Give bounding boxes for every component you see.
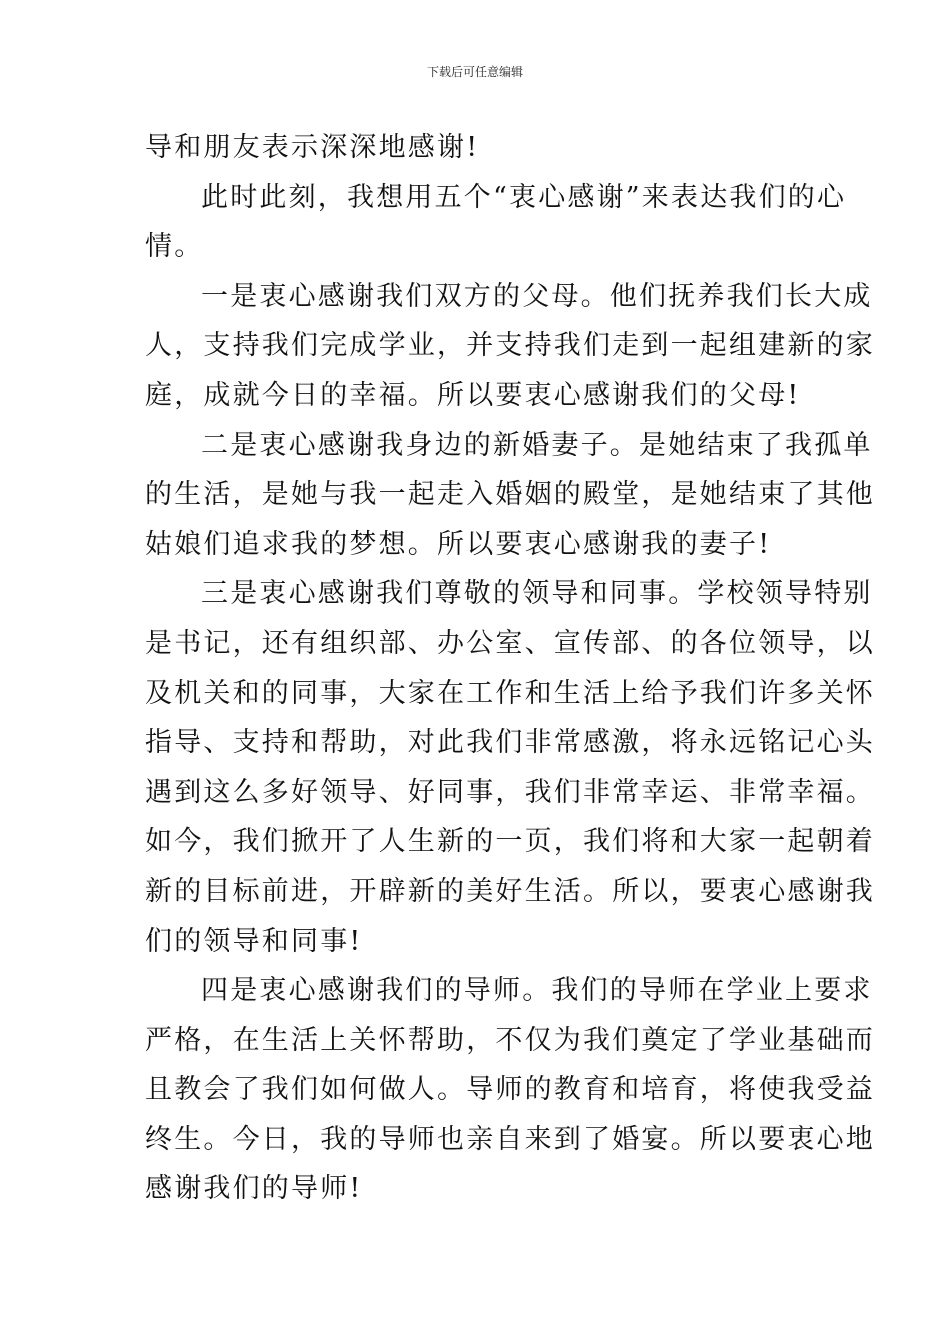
text-line: 是书记，还有组织部、办公室、宣传部、的各位领导，以: [145, 627, 875, 659]
document-body: [145, 123, 875, 1214]
text-line: 严格，在生活上关怀帮助，不仅为我们奠定了学业基础而: [145, 1024, 875, 1056]
text-line: 情。: [145, 231, 204, 263]
paragraph-start-line: 二是衷心感谢我身边的新婚妻子。是她结束了我孤单: [201, 429, 873, 461]
text-line: 感谢我们的导师!: [145, 1173, 363, 1205]
page-header: 下载后可任意编辑: [426, 65, 523, 79]
text-line: 庭，成就今日的幸福。所以要衷心感谢我们的父母!: [145, 379, 801, 411]
text-line: 新的目标前进，开辟新的美好生活。所以，要衷心感谢我: [145, 875, 875, 907]
text-line: 人，支持我们完成学业，并支持我们走到一起组建新的家: [145, 330, 875, 362]
text-line: 导和朋友表示深深地感谢!: [145, 132, 480, 163]
text-line: 的生活，是她与我一起走入婚姻的殿堂，是她结束了其他: [145, 479, 875, 511]
text-line: 及机关和的同事，大家在工作和生活上给予我们许多关怀: [145, 677, 875, 709]
text-line: 姑娘们追求我的梦想。所以要衷心感谢我的妻子!: [145, 528, 772, 560]
text-line: 遇到这么多好领导、好同事，我们非常幸运、非常幸福。: [145, 776, 875, 808]
text-line: 们的领导和同事!: [145, 925, 363, 957]
paragraph-start-line: 此时此刻，我想用五个“衷心感谢”来表达我们的心: [201, 181, 847, 213]
paragraph-start-line: 四是衷心感谢我们的导师。我们的导师在学业上要求: [201, 975, 873, 1007]
paragraph-start-line: 一是衷心感谢我们双方的父母。他们抚养我们长大成: [201, 280, 873, 312]
text-line: 指导、支持和帮助，对此我们非常感激，将永远铭记心头: [145, 727, 875, 759]
text-line: 如今，我们掀开了人生新的一页，我们将和大家一起朝着: [145, 826, 875, 858]
paragraph-start-line: 三是衷心感谢我们尊敬的领导和同事。学校领导特别: [201, 578, 873, 610]
text-line: 终生。今日，我的导师也亲自来到了婚宴。所以要衷心地: [145, 1123, 875, 1155]
text-line: 且教会了我们如何做人。导师的教育和培育，将使我受益: [145, 1074, 875, 1106]
